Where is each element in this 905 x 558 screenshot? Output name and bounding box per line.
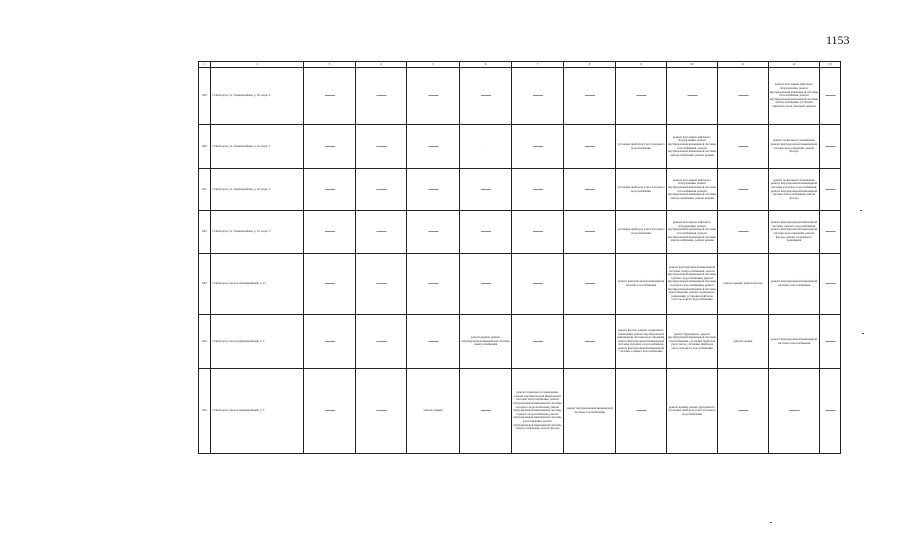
header-cell: 8 (564, 62, 616, 68)
work-cell: — (512, 169, 564, 211)
work-cell: — (460, 169, 512, 211)
work-cell: ремонт внутридомовой инженерной системы газоснабжения (564, 369, 616, 454)
header-cell: 4 (356, 62, 407, 68)
header-cell: 10 (667, 62, 718, 68)
table-row (199, 315, 841, 369)
header-cell: 12 (769, 62, 820, 68)
header-cell: 5 (407, 62, 460, 68)
work-cell: — (356, 169, 407, 211)
header-cell: 13 (820, 62, 841, 68)
work-cell: ремонт внутридомовой инженерной системы газоснабжения (616, 254, 667, 315)
work-cell: ремонт внутридомовой инженерной системы электроснабжения, ремонт внутридомовой инженерной системы горячего водоснабжения, ремонт внутридомовой инженерной системы холодного водоснабжения, ремонт внутридомовой инженерной системы водоотведения, ремонт подвального помещения, установка приборов учета холодного водоснабжения (667, 254, 718, 315)
work-cell: — (304, 169, 356, 211)
work-cell: — (564, 254, 616, 315)
work-cell: ремонт крыши (718, 315, 769, 369)
scan-speck (770, 522, 772, 523)
work-cell: — (356, 68, 407, 125)
work-cell: — (667, 68, 718, 125)
work-cell: — (407, 125, 460, 169)
work-cell: — (512, 315, 564, 369)
header-cell: 11 (718, 62, 769, 68)
work-cell: — (820, 169, 841, 211)
work-cell: ремонт фасада, ремонт подвального помещения, ремонт внутридомовой инженерной системы водоотведения, ремонт внутридомовой инженерной системы холодного водоснабжения, ремонт внутридомовой инженерной системы горячего водоснабжения (616, 315, 667, 369)
table-row (199, 125, 841, 169)
table-row (199, 68, 841, 125)
address-cell: г. Пятигорск, ул. Оранжерейная, д. 22, корп. 3 (211, 211, 304, 254)
address-cell: г. Пятигорск, проезд Оранжерейный, д. 3 (211, 315, 304, 369)
work-cell: — (718, 369, 769, 454)
work-cell: — (460, 68, 512, 125)
row-number: 640 (199, 125, 211, 169)
header-cell: 3 (304, 62, 356, 68)
work-cell: ремонт или замена лифтового оборудования, ремонт внутридомовой инженерной системы газоснабжения, ремонт внутридомовой инженерной системы электроснабжения, установка приборов учета тепловой энергии (769, 68, 820, 125)
work-cell: — (718, 169, 769, 211)
work-cell: — (718, 68, 769, 125)
work-cell: — (304, 369, 356, 454)
work-cell: ремонт или замена лифтового оборудования, ремонт внутридомовой инженерной системы газоснабжения, ремонт внутридомовой инженерной системы электроснабжения, ремонт крыши (667, 125, 718, 169)
address-cell: г. Пятигорск, ул. Оранжерейная, д. 22, корп. 1 (211, 125, 304, 169)
address-cell: г. Пятигорск, ул. Оранжерейная, д. 20, корп. 2 (211, 68, 304, 125)
work-cell: — (616, 68, 667, 125)
work-cell: — (356, 211, 407, 254)
work-cell: ремонт фундамента, ремонт внутридомовой инженерной системы газоснабжения, установка приборов учета тепла, установка приборов учета холодного водоснабжения (667, 315, 718, 369)
work-cell: — (564, 125, 616, 169)
address-cell: г. Пятигорск, проезд Оранжерейный, д. 15 (211, 254, 304, 315)
work-cell: — (564, 68, 616, 125)
table-row (199, 254, 841, 315)
work-cell: — (564, 315, 616, 369)
work-cell: — (616, 369, 667, 454)
work-cell: — (564, 211, 616, 254)
work-cell: ремонт подвального помещения, ремонт внутридомовой инженерной системы теплоснабжения, ремонт внутридомовой инженерной системы холодного водоснабжения, ремонт внутридомовой инженерной системы горячего водоснабжения, ремонт внутридомовой инженерной системы водоотведения, ремонт внутридомовой инженерной системы электроснабжения, ремонт фасада (512, 369, 564, 454)
header-cell: 7 (512, 62, 564, 68)
work-cell: — (820, 369, 841, 454)
table-row (199, 211, 841, 254)
header-cell: 1 (199, 62, 211, 68)
work-cell: — (769, 369, 820, 454)
row-number: 641 (199, 169, 211, 211)
work-cell: — (564, 169, 616, 211)
work-cell: — (407, 315, 460, 369)
work-cell: — (304, 315, 356, 369)
work-cell: ремонт крыши, ремонт фасада (718, 254, 769, 315)
work-cell: — (407, 169, 460, 211)
scan-speck (862, 333, 864, 334)
work-cell: - (460, 125, 512, 169)
row-number: 639 (199, 68, 211, 125)
work-cell: ремонт подвального помещения, ремонт внутридомовой инженерной системы водоотведения, ремонт фасада (769, 125, 820, 169)
work-cell: — (304, 211, 356, 254)
header-cell: 6 (460, 62, 512, 68)
work-cell: ремонт внутридомовой инженерной системы горячего водоснабжения, ремонт внутридомовой инженерной системы водоотведения, ремонт фасада, ремонт подвального помещения (769, 211, 820, 254)
work-cell: — (407, 254, 460, 315)
work-cell: — (460, 369, 512, 454)
repair-schedule-table (198, 61, 841, 454)
work-cell: ремонт крыши, ремонт внутридомовой инженерной системы электроснабжения (460, 315, 512, 369)
work-cell: ремонт внутридомовой инженерной системы теплоснабжения (769, 315, 820, 369)
table-row (199, 169, 841, 211)
work-cell: ремонт крыши (407, 369, 460, 454)
work-cell: ремонт внутридомовой инженерной системы теплоснабжения (769, 254, 820, 315)
table-row (199, 369, 841, 454)
header-cell: 2 (211, 62, 304, 68)
work-cell: — (512, 211, 564, 254)
work-cell: — (407, 211, 460, 254)
work-cell: — (304, 125, 356, 169)
row-number: 642 (199, 211, 211, 254)
work-cell: — (460, 211, 512, 254)
work-cell: — (820, 211, 841, 254)
work-cell: — (718, 125, 769, 169)
address-cell: г. Пятигорск, ул. Оранжерейная, д. 22, корп. 2 (211, 169, 304, 211)
work-cell: — (820, 254, 841, 315)
work-cell: — (512, 254, 564, 315)
row-number: 643 (199, 254, 211, 315)
work-cell: — (407, 68, 460, 125)
work-cell: ремонт или замена лифтового оборудования, ремонт внутридомовой инженерной системы газоснабжения, ремонт внутридомовой инженерной системы электроснабжения, ремонт крыши (667, 169, 718, 211)
work-cell: — (304, 254, 356, 315)
work-cell: — (820, 68, 841, 125)
row-number: 645 (199, 369, 211, 454)
work-cell: — (820, 125, 841, 169)
work-cell: — (356, 315, 407, 369)
work-cell: — (512, 68, 564, 125)
work-cell: установка приборов учета холодного водоснабжения (616, 211, 667, 254)
work-cell: установка приборов учета холодного водоснабжения (616, 125, 667, 169)
page-number: 1153 (826, 33, 850, 47)
row-number: 644 (199, 315, 211, 369)
address-cell: г. Пятигорск, проезд Оранжерейный, д. 5 (211, 369, 304, 454)
work-cell: — (460, 254, 512, 315)
work-cell: ремонт или замена лифтового оборудования, ремонт внутридомовой инженерной системы газоснабжения, ремонт внутридомовой инженерной системы электроснабжения, ремонт крыши (667, 211, 718, 254)
work-cell: — (512, 125, 564, 169)
header-cell: 9 (616, 62, 667, 68)
work-cell: установка приборов учета холодного водоснабжения (616, 169, 667, 211)
work-cell: ремонт крыши, ремонт фундамента, установка приборов учета холодного водоснабжения (667, 369, 718, 454)
work-cell: — (356, 369, 407, 454)
work-cell: — (304, 68, 356, 125)
work-cell: — (356, 254, 407, 315)
work-cell: — (356, 125, 407, 169)
work-cell: — (820, 315, 841, 369)
work-cell: ремонт подвального помещения, ремонт внутридомовой инженерной системы холодного водоснабжения, ремонт внутридомовой инженерной системы теплоснабжения, ремонт фасада (769, 169, 820, 211)
scan-speck (860, 210, 862, 211)
work-cell: — (718, 211, 769, 254)
